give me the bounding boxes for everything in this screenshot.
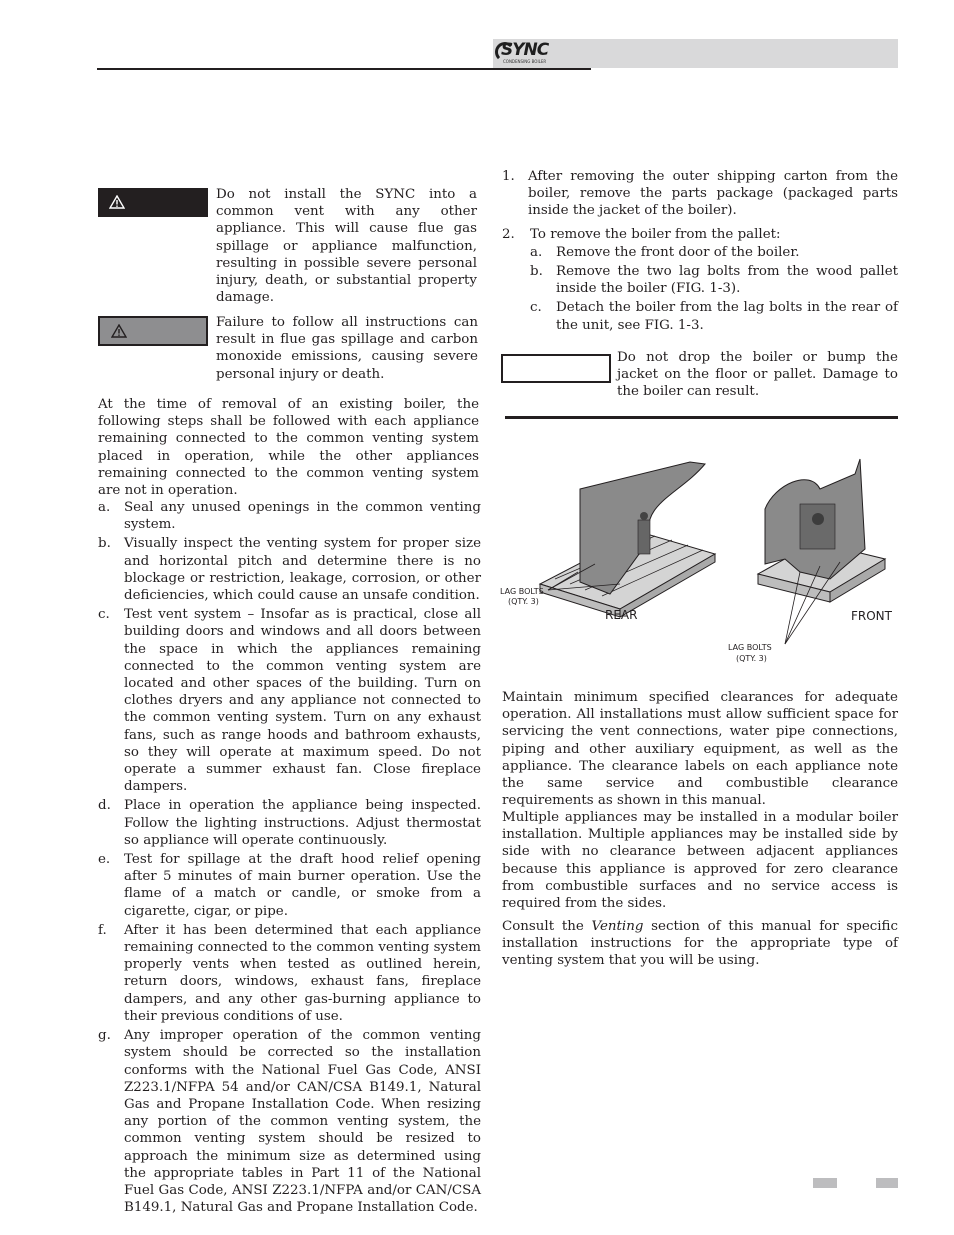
list-item: f. After it has been determined that each appliance remaining connected to the common venting system properly vents when tested as outlined herein, return doors, windows, exhaust fans, fireplace dampers, and any other gas-burning appliance to their previous conditions of use. — [98, 922, 481, 1024]
logo-subtitle: CONDENSING BOILER — [503, 59, 547, 64]
pallet-figure — [500, 454, 900, 666]
warning-text: Failure to follow all instructions can result in flue gas spillage and carbon monoxide emissions, causing severe personal injury or death. — [216, 315, 478, 382]
warning-triangle-icon — [111, 324, 127, 338]
list-item: 1. After removing the outer shipping carton from the boiler, remove the parts package (packaged parts inside the jacket of the boiler). — [502, 169, 898, 219]
danger-badge — [98, 188, 208, 217]
list-item: g. Any improper operation of the common venting system should be corrected so the installation conforms with the National Fuel Gas Code, ANSI Z223.1/NFPA 54 and/or CAN/CSA B149.1, Natural Gas and Propane Installation Code. When resizing any portion of the common venting system, the common venting system should be resized to approach the minimum size as determined using the appropriate tables in Part 11 of the National Fuel Gas Code, ANSI Z223.1/NFPA and/or CAN/CSA B149.1, Natural Gas and Propane Installation Code. — [98, 1028, 481, 1216]
sync-logo — [495, 40, 565, 66]
footer-tab-left — [813, 1178, 837, 1188]
list-item: e. Test for spillage at the draft hood relief opening after 5 minutes of main burner operation. Use the flame of a match or candle, or smoke from a cigarette, cigar, or pipe. — [98, 852, 481, 919]
pallet-substeps — [530, 244, 898, 334]
warning-badge — [98, 316, 208, 346]
removal-intro: At the time of removal of an existing boiler, the following steps shall be followed with each appliance remaining connected to the common venting system placed in operation, while the other appliances remaining connected to the common venting system are not in operation. — [98, 397, 479, 499]
list-item: b. Remove the two lag bolts from the wood pallet inside the boiler (FIG. 1-3). — [530, 264, 898, 297]
clearance-paragraph-1: Maintain minimum specified clearances for adequate operation. All installations must allow sufficient space for servicing the vent connections, water pipe connections, piping and other auxiliary equipment, as well as the appliance. The clearance labels on each appliance note the same service and combustible clearance requirements as shown in this manual. — [502, 690, 898, 809]
footer-tab-right — [876, 1178, 898, 1188]
list-item: c. Detach the boiler from the lag bolts in the rear of the unit, see FIG. 1-3. — [530, 300, 898, 333]
section-rule — [505, 416, 898, 419]
caution-badge — [501, 354, 611, 383]
venting-paragraph: Consult the Venting section of this manual for specific installation instructions for the appropriate type of venting system that you will be using. — [502, 919, 898, 969]
warning-triangle-icon — [109, 195, 125, 209]
pallet-steps — [502, 168, 898, 334]
header-rule — [97, 68, 591, 70]
caution-text: Do not drop the boiler or bump the jacket on the floor or pallet. Damage to the boiler can result. — [617, 350, 898, 400]
list-item: 2. To remove the boiler from the pallet: — [502, 226, 781, 242]
list-item: a. Remove the front door of the boiler. — [530, 244, 800, 260]
front-pallet-illustration — [758, 459, 885, 602]
list-item: a. Seal any unused openings in the common venting system. — [98, 500, 481, 533]
qty-front-label: (QTY. 3) — [736, 654, 767, 663]
front-label: FRONT — [851, 609, 892, 623]
logo-text: SYNC — [501, 40, 549, 60]
clearance-paragraph-2: Multiple appliances may be installed in a modular boiler installation. Multiple appliances may be installed side by side with no clearance between adjacent appliances because this appliance is approved for zero clearance from combustible surfaces and no service access is required from the sides. — [502, 810, 898, 912]
list-item: b. Visually inspect the venting system for proper size and horizontal pitch and determine there is no blockage or restriction, leakage, corrosion, or other deficiencies, which could cause an unsafe condition. — [98, 536, 481, 604]
lag-bolts-front-label: LAG BOLTS — [728, 643, 772, 652]
rear-label: REAR — [605, 608, 638, 622]
rear-pallet-illustration — [540, 462, 715, 617]
removal-steps — [98, 499, 481, 1216]
danger-text: Do not install the SYNC into a common vent with any other appliance. This will cause flue gas spillage or appliance malfunction, resulting in possible severe personal injury, death, or substantial property damage. — [216, 187, 477, 306]
lag-bolts-rear-label: LAG BOLTS — [500, 587, 544, 596]
list-item: d. Place in operation the appliance being inspected. Follow the lighting instructions. Adjust thermostat so appliance will operate continuously. — [98, 798, 481, 848]
qty-rear-label: (QTY. 3) — [508, 597, 539, 606]
list-item: c. Test vent system – Insofar as is practical, close all building doors and windows and all doors between the space in which the appliances remaining connected to the common venting system are located and other spaces of the building. Turn on clothes dryers and any appliance not connected to the common venting system. Turn on any exhaust fans, such as range hoods and bathroom exhausts, so they will operate at maximum speed. Do not operate a summer exhaust fan. Close fireplace dampers. — [98, 607, 481, 795]
